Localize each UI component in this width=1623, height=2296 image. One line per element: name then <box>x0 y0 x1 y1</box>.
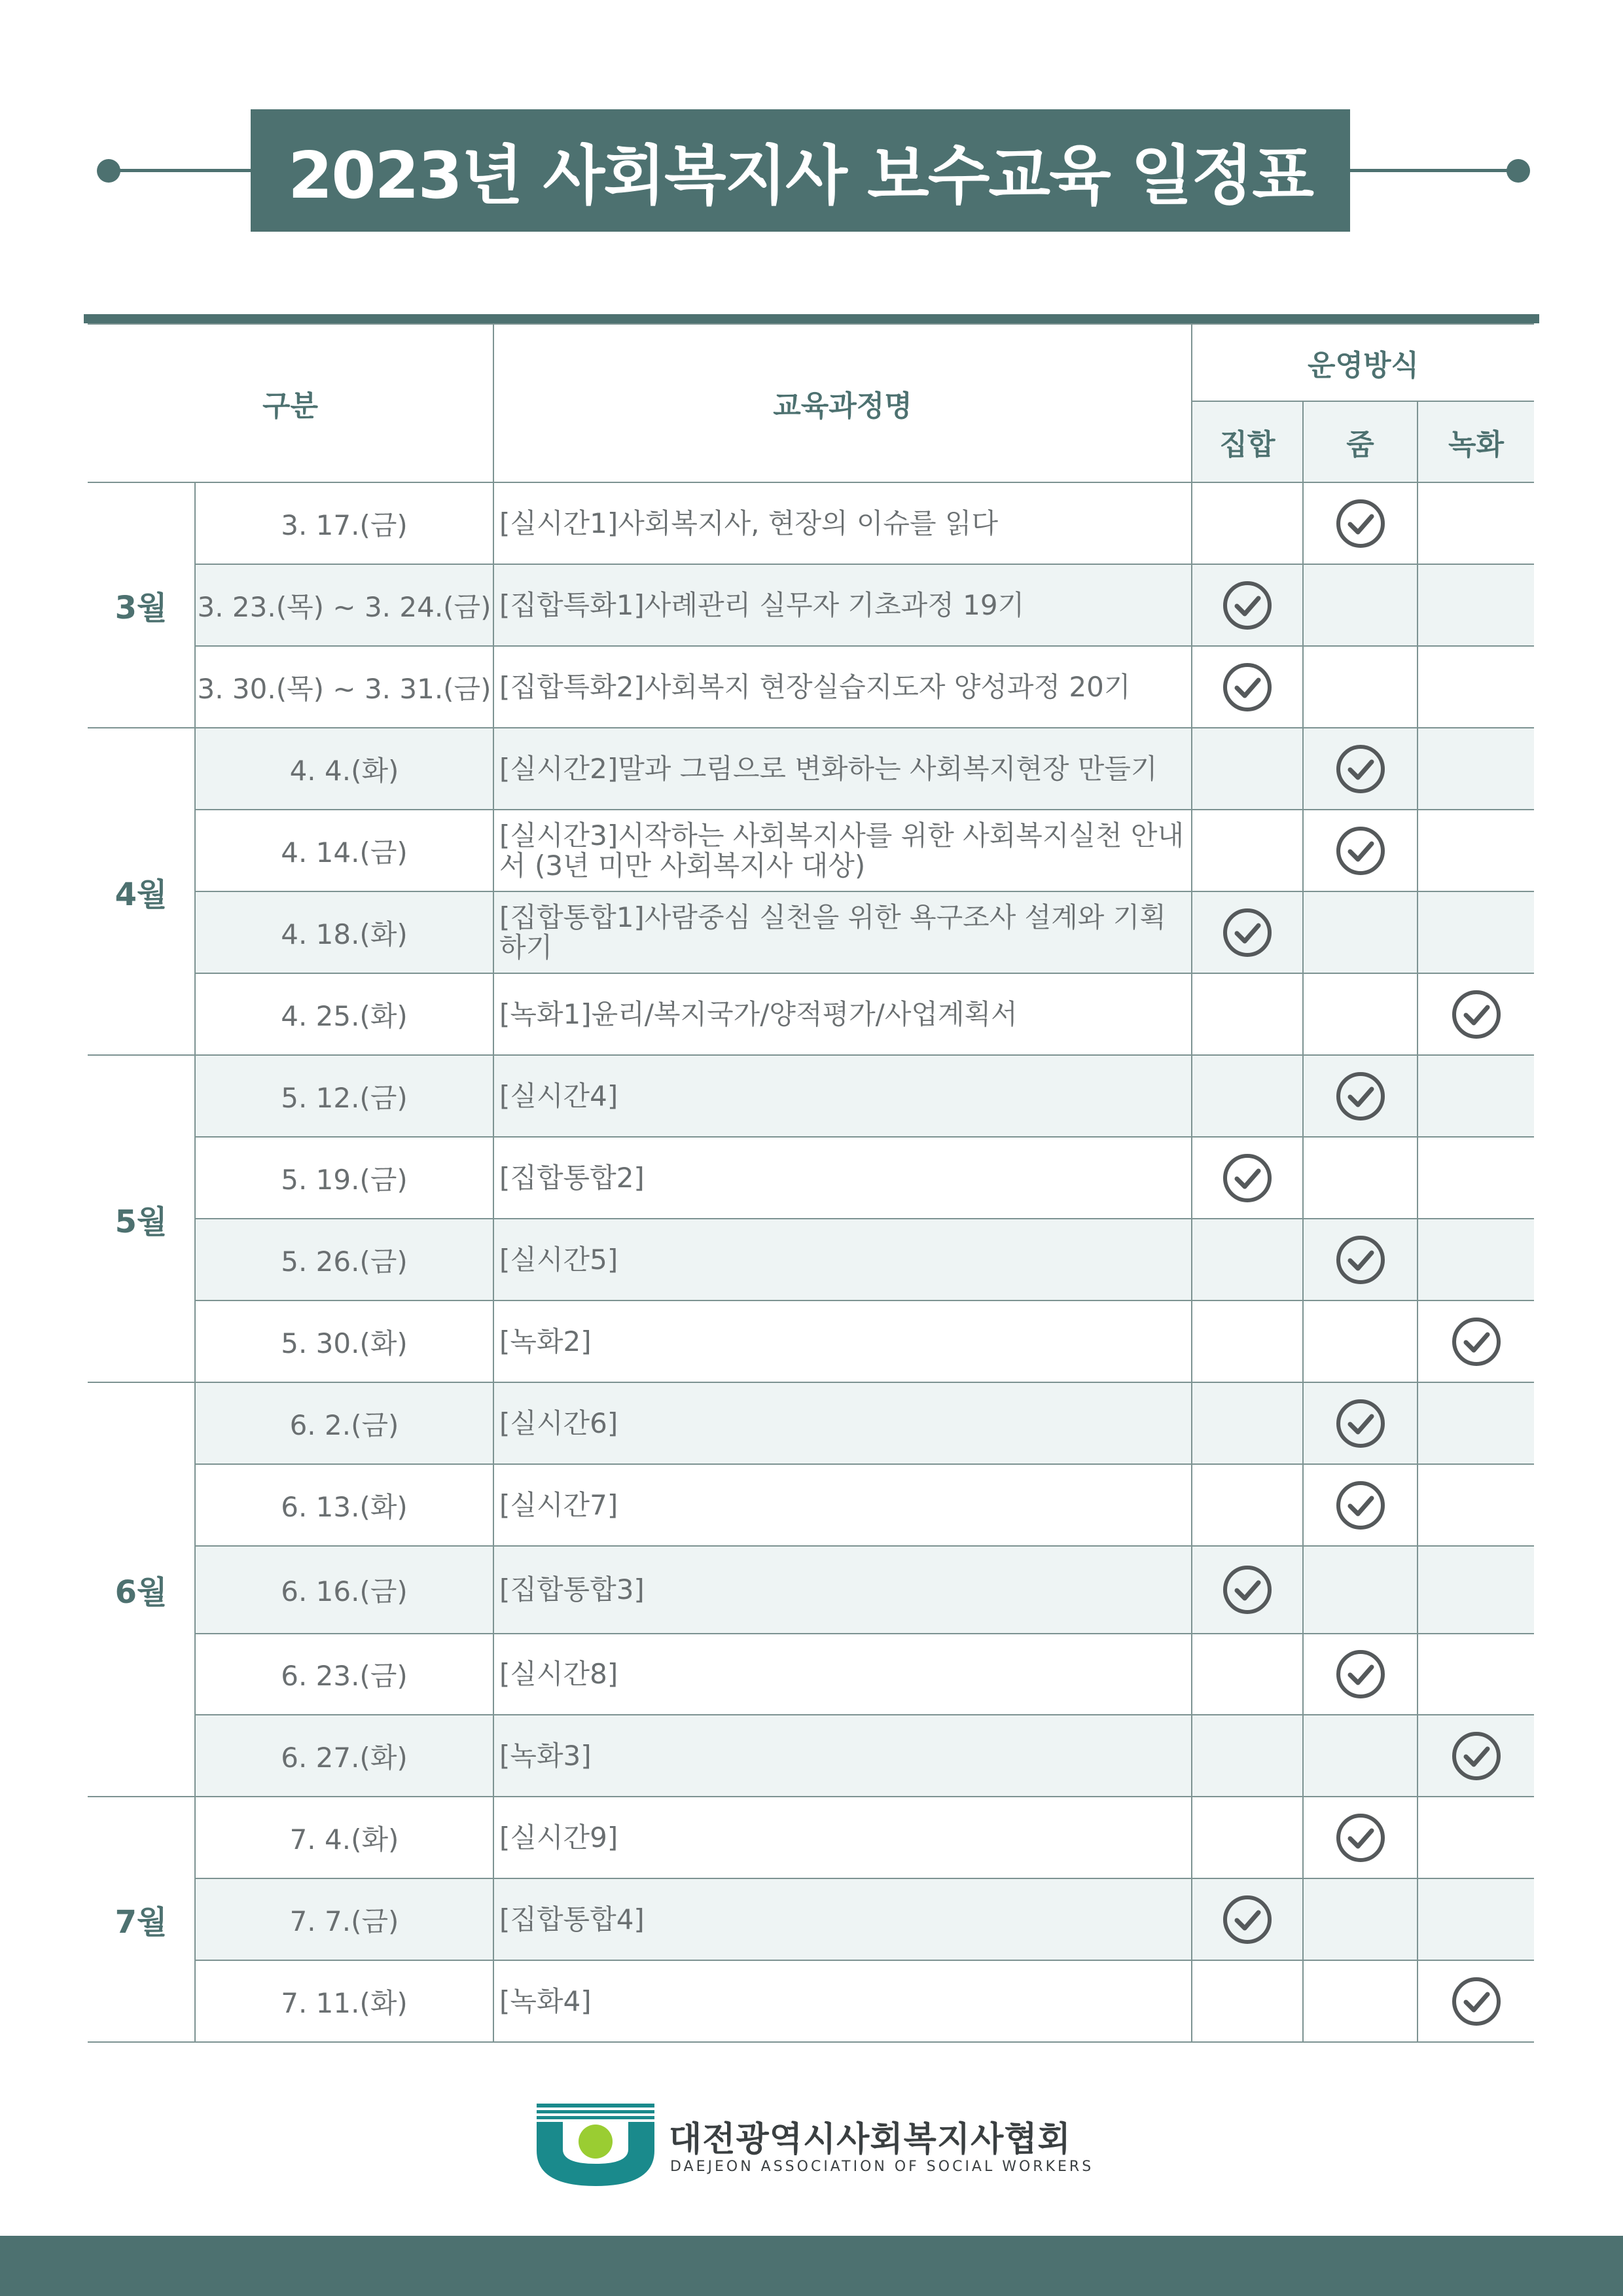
method-cell <box>1192 1382 1303 1464</box>
method-cell <box>1418 1546 1534 1634</box>
check-circle-icon <box>1335 1253 1386 1265</box>
table-row <box>88 1797 1534 1878</box>
course-name: [집합통합4] <box>493 1878 1192 1960</box>
session-date: 4. 4.(화) <box>195 728 493 810</box>
header-course-name: 교육과정명 <box>493 324 1192 482</box>
title-decor-line <box>1348 169 1518 172</box>
course-name: [실시간8] <box>493 1634 1192 1715</box>
title-decor-dot <box>97 159 120 183</box>
header-method-zoom: 줌 <box>1303 401 1418 482</box>
page-title: 2023년 사회복지사 보수교육 일정표 <box>251 109 1350 232</box>
method-cell <box>1303 1960 1418 2042</box>
course-name: [집합통합3] <box>493 1546 1192 1634</box>
check-circle-icon <box>1451 1749 1502 1761</box>
table-row <box>88 1300 1534 1382</box>
method-cell <box>1192 1715 1303 1797</box>
method-cell <box>1418 1715 1534 1797</box>
method-cell <box>1192 810 1303 891</box>
check-circle-icon <box>1451 1007 1502 1020</box>
title-decor-line <box>108 169 252 172</box>
method-cell <box>1418 728 1534 810</box>
table-row <box>88 1960 1534 2042</box>
month-label: 7월 <box>88 1797 195 2042</box>
check-circle-icon <box>1335 1831 1386 1843</box>
title-area <box>0 0 1623 236</box>
header-method-offline: 집합 <box>1192 401 1303 482</box>
method-cell <box>1418 1382 1534 1464</box>
session-date: 3. 23.(목) ~ 3. 24.(금) <box>195 564 493 646</box>
logo-mark-icon <box>537 2104 654 2186</box>
method-cell <box>1303 1300 1418 1382</box>
table-row <box>88 1715 1534 1797</box>
table-row <box>88 1219 1534 1300</box>
method-cell <box>1303 1634 1418 1715</box>
method-cell <box>1418 482 1534 564</box>
check-circle-icon <box>1451 1994 1502 2007</box>
session-date: 6. 27.(화) <box>195 1715 493 1797</box>
method-cell <box>1303 1137 1418 1219</box>
table-row <box>88 482 1534 564</box>
month-label: 5월 <box>88 1055 195 1382</box>
table-row <box>88 564 1534 646</box>
check-circle-icon <box>1335 844 1386 856</box>
method-cell <box>1418 1960 1534 2042</box>
session-date: 6. 13.(화) <box>195 1464 493 1546</box>
course-name: [집합특화1]사례관리 실무자 기초과정 19기 <box>493 564 1192 646</box>
method-cell <box>1303 1715 1418 1797</box>
schedule-table <box>88 323 1534 2043</box>
check-circle-icon <box>1335 1668 1386 1680</box>
method-cell <box>1303 891 1418 973</box>
table-row <box>88 1055 1534 1137</box>
session-date: 4. 18.(화) <box>195 891 493 973</box>
method-cell <box>1303 1382 1418 1464</box>
course-name: [집합통합2] <box>493 1137 1192 1219</box>
check-circle-icon <box>1222 598 1273 611</box>
footer-bar <box>0 2236 1623 2296</box>
method-cell <box>1303 564 1418 646</box>
course-name: [녹화3] <box>493 1715 1192 1797</box>
method-cell <box>1192 1464 1303 1546</box>
session-date: 7. 4.(화) <box>195 1797 493 1878</box>
method-cell <box>1192 1634 1303 1715</box>
course-name: [집합통합1]사람중심 실천을 위한 욕구조사 설계와 기획하기 <box>493 891 1192 973</box>
method-cell <box>1192 1300 1303 1382</box>
course-name: [실시간9] <box>493 1797 1192 1878</box>
check-circle-icon <box>1451 1335 1502 1347</box>
method-cell <box>1418 1055 1534 1137</box>
session-date: 4. 14.(금) <box>195 810 493 891</box>
course-name: [실시간5] <box>493 1219 1192 1300</box>
table-row <box>88 1546 1534 1634</box>
table-row <box>88 891 1534 973</box>
table-row <box>88 810 1534 891</box>
association-name-ko: 대전광역시사회복지사협회 <box>669 2120 1071 2159</box>
method-cell <box>1418 1878 1534 1960</box>
method-cell <box>1192 891 1303 973</box>
method-cell <box>1303 1878 1418 1960</box>
check-circle-icon <box>1222 1912 1273 1925</box>
method-cell <box>1418 1797 1534 1878</box>
method-cell <box>1192 1055 1303 1137</box>
table-row <box>88 728 1534 810</box>
month-label: 6월 <box>88 1382 195 1797</box>
check-circle-icon <box>1335 516 1386 529</box>
check-circle-icon <box>1335 1089 1386 1102</box>
method-cell <box>1192 1219 1303 1300</box>
method-cell <box>1192 1137 1303 1219</box>
method-cell <box>1192 728 1303 810</box>
method-cell <box>1418 810 1534 891</box>
title-decor-dot <box>1507 159 1530 183</box>
method-cell <box>1303 1546 1418 1634</box>
check-circle-icon <box>1222 925 1273 938</box>
check-circle-icon <box>1222 1171 1273 1183</box>
table-row <box>88 973 1534 1055</box>
session-date: 6. 16.(금) <box>195 1546 493 1634</box>
session-date: 5. 26.(금) <box>195 1219 493 1300</box>
course-name: [실시간7] <box>493 1464 1192 1546</box>
method-cell <box>1418 1300 1534 1382</box>
session-date: 4. 25.(화) <box>195 973 493 1055</box>
method-cell <box>1418 891 1534 973</box>
header-category: 구분 <box>88 324 493 482</box>
header-method-recorded: 녹화 <box>1418 401 1534 482</box>
session-date: 5. 19.(금) <box>195 1137 493 1219</box>
session-date: 6. 23.(금) <box>195 1634 493 1715</box>
method-cell <box>1418 564 1534 646</box>
method-cell <box>1192 1546 1303 1634</box>
method-cell <box>1418 973 1534 1055</box>
method-cell <box>1418 1137 1534 1219</box>
course-name: [집합특화2]사회복지 현장실습지도자 양성과정 20기 <box>493 646 1192 728</box>
method-cell <box>1303 810 1418 891</box>
method-cell <box>1418 1464 1534 1546</box>
method-cell <box>1192 1960 1303 2042</box>
month-label: 3월 <box>88 482 195 728</box>
check-circle-icon <box>1335 762 1386 774</box>
table-row <box>88 1382 1534 1464</box>
session-date: 3. 17.(금) <box>195 482 493 564</box>
course-name: [실시간4] <box>493 1055 1192 1137</box>
method-cell <box>1303 1055 1418 1137</box>
method-cell <box>1192 1797 1303 1878</box>
session-date: 7. 11.(화) <box>195 1960 493 2042</box>
table-row <box>88 1634 1534 1715</box>
method-cell <box>1303 646 1418 728</box>
course-name: [녹화4] <box>493 1960 1192 2042</box>
course-name: [녹화1]윤리/복지국가/양적평가/사업계획서 <box>493 973 1192 1055</box>
method-cell <box>1303 1464 1418 1546</box>
method-cell <box>1192 646 1303 728</box>
session-date: 5. 12.(금) <box>195 1055 493 1137</box>
method-cell <box>1303 973 1418 1055</box>
method-cell <box>1192 564 1303 646</box>
method-cell <box>1192 973 1303 1055</box>
method-cell <box>1418 1219 1534 1300</box>
method-cell <box>1192 1878 1303 1960</box>
method-cell <box>1418 646 1534 728</box>
check-circle-icon <box>1335 1498 1386 1511</box>
header-method: 운영방식 <box>1192 324 1534 401</box>
table-row <box>88 1878 1534 1960</box>
method-cell <box>1192 482 1303 564</box>
check-circle-icon <box>1335 1416 1386 1429</box>
session-date: 3. 30.(목) ~ 3. 31.(금) <box>195 646 493 728</box>
method-cell <box>1303 482 1418 564</box>
method-cell <box>1418 1634 1534 1715</box>
table-row <box>88 1137 1534 1219</box>
table-row <box>88 646 1534 728</box>
course-name: [실시간2]말과 그림으로 변화하는 사회복지현장 만들기 <box>493 728 1192 810</box>
association-name-en: DAEJEON ASSOCIATION OF SOCIAL WORKERS <box>670 2159 1094 2175</box>
association-logo <box>537 2104 1099 2189</box>
check-circle-icon <box>1222 680 1273 692</box>
course-name: [실시간6] <box>493 1382 1192 1464</box>
table-row <box>88 1464 1534 1546</box>
table-top-rule <box>84 314 1539 323</box>
session-date: 7. 7.(금) <box>195 1878 493 1960</box>
check-circle-icon <box>1222 1583 1273 1596</box>
method-cell <box>1303 1219 1418 1300</box>
method-cell <box>1303 1797 1418 1878</box>
course-name: [실시간3]시작하는 사회복지사를 위한 사회복지실천 안내서 (3년 미만 사회복지사 대상) <box>493 810 1192 891</box>
course-name: [실시간1]사회복지사, 현장의 이슈를 읽다 <box>493 482 1192 564</box>
schedule-body <box>88 482 1534 2042</box>
method-cell <box>1303 728 1418 810</box>
session-date: 6. 2.(금) <box>195 1382 493 1464</box>
course-name: [녹화2] <box>493 1300 1192 1382</box>
month-label: 4월 <box>88 728 195 1055</box>
session-date: 5. 30.(화) <box>195 1300 493 1382</box>
